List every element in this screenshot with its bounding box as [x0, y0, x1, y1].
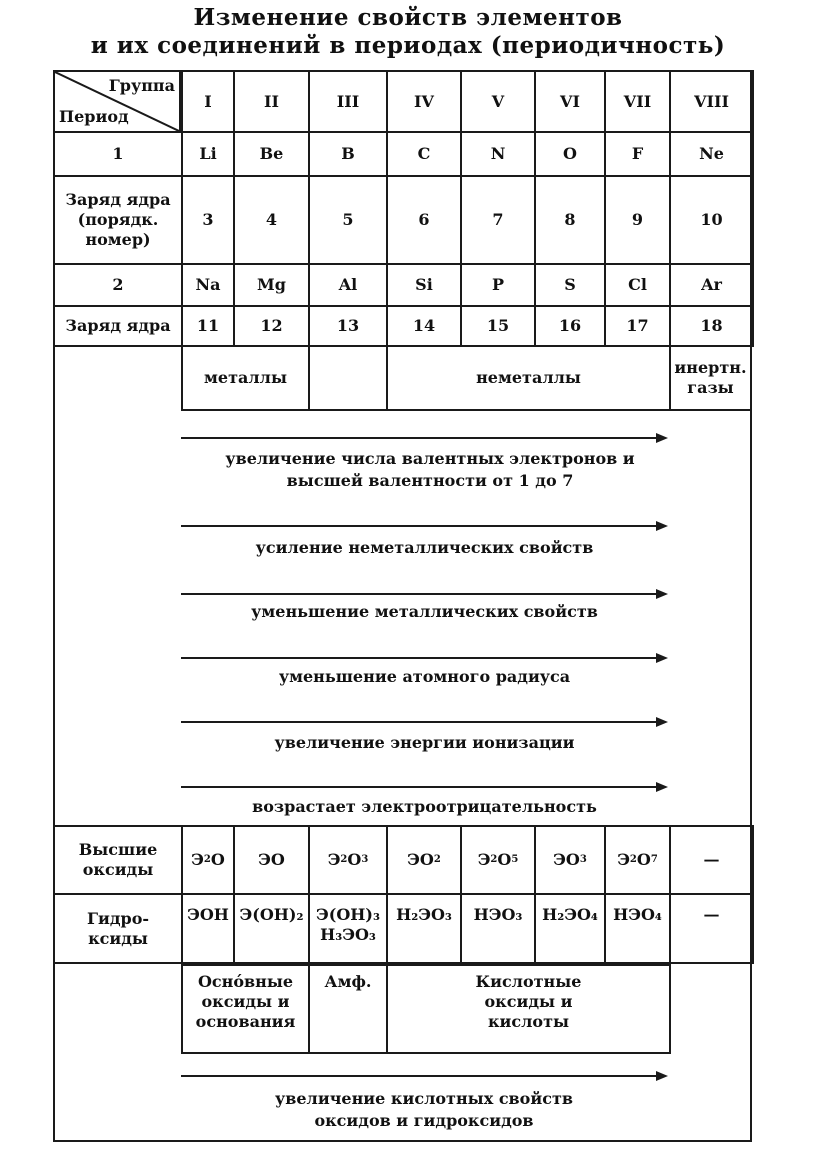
hydroxide-cell-5: HЭО₃ [460, 893, 536, 964]
trend-arrow-3 [181, 587, 668, 601]
row2-cell-4: Si [386, 263, 462, 307]
row2-cell-2: Mg [233, 263, 310, 307]
row1-cell-8: Ne [669, 131, 754, 177]
hydroxides-label: Гидро- ксиды [53, 893, 183, 964]
charge1-cell-6: 8 [534, 175, 606, 265]
nonmetals-cell: неметаллы [386, 345, 671, 411]
page-title: Изменение свойств элементов и их соединений в периодах (периодичность) [90, 4, 726, 59]
charge1-label: Заряд ядра (порядк. номер) [53, 175, 183, 265]
trend-text-5: увеличение энергии ионизации [274, 733, 575, 752]
group-header-1: I [181, 70, 235, 133]
amph-class-cell: Амф. [308, 964, 388, 1054]
hydroxide-cell-3: Э(ОН)₃ H₃ЭО₃ [308, 893, 388, 964]
period-label: Период [59, 107, 129, 126]
trend-text-2: усиление неметаллических свойств [255, 538, 594, 557]
row2-cell-8: Ar [669, 263, 754, 307]
hydroxide-cell-1: ЭОН [181, 893, 235, 964]
oxide-cell-1: Э 2 О [181, 825, 235, 895]
header-corner [53, 70, 181, 133]
oxide-cell-2: ЭО [233, 825, 310, 895]
charge2-cell-3: 13 [308, 305, 388, 347]
row1-cell-7: F [604, 131, 671, 177]
charge2-cell-8: 18 [669, 305, 754, 347]
group-header-5: V [460, 70, 536, 133]
charge1-cell-2: 4 [233, 175, 310, 265]
row2-cell-7: Cl [604, 263, 671, 307]
charge2-label: Заряд ядра [53, 305, 183, 347]
oxide-cell-3: Э 2 О 3 [308, 825, 388, 895]
charge1-cell-1: 3 [181, 175, 235, 265]
group-header-2: II [233, 70, 310, 133]
row1-cell-6: O [534, 131, 606, 177]
row2-cell-5: P [460, 263, 536, 307]
inert-cell: инертн. газы [669, 345, 752, 411]
charge1-cell-8: 10 [669, 175, 754, 265]
row2-cell-6: S [534, 263, 606, 307]
trend-arrow-1 [181, 431, 668, 445]
trend-text-4: уменьшение атомного радиуса [278, 667, 571, 686]
trend-arrow-5 [181, 715, 668, 729]
oxides-label: Высшие оксиды [53, 825, 183, 895]
group-header-7: VII [604, 70, 671, 133]
hydroxide-cell-2: Э(ОН)₂ [233, 893, 310, 964]
group-header-6: VI [534, 70, 606, 133]
hydroxide-cell-6: H₂ЭО₄ [534, 893, 606, 964]
charge1-cell-5: 7 [460, 175, 536, 265]
group-header-3: III [308, 70, 388, 133]
hydroxide-cell-7: HЭО₄ [604, 893, 671, 964]
final-trend-arrow [181, 1069, 668, 1083]
row1-cell-2: Be [233, 131, 310, 177]
final-trend-text: увеличение кислотных свойств оксидов и гидроксидов [275, 1089, 573, 1130]
basic-class-cell: Осно́вные оксиды и основания [181, 964, 310, 1054]
row1-cell-1: Li [181, 131, 235, 177]
charge2-cell-4: 14 [386, 305, 462, 347]
row1-label: 1 [53, 131, 183, 177]
metals-cell: металлы [181, 345, 310, 411]
charge1-cell-7: 9 [604, 175, 671, 265]
trend-text-6: возрастает электроотрицательность [252, 797, 597, 816]
row2-cell-3: Al [308, 263, 388, 307]
charge2-cell-6: 16 [534, 305, 606, 347]
trend-arrow-2 [181, 519, 668, 533]
oxide-cell-7: Э 2 О 7 [604, 825, 671, 895]
hydroxide-cell-8: — [669, 893, 754, 964]
group-label: Группа [108, 76, 175, 95]
row1-cell-5: N [460, 131, 536, 177]
row1-cell-4: C [386, 131, 462, 177]
charge2-cell-7: 17 [604, 305, 671, 347]
oxide-cell-5: Э 2 О 5 [460, 825, 536, 895]
charge1-cell-3: 5 [308, 175, 388, 265]
blank-type-cell [308, 345, 388, 411]
acidic-class-cell: Кислотные оксиды и кислоты [386, 964, 671, 1054]
trend-arrow-4 [181, 651, 668, 665]
trend-text-1: увеличение числа валентных электронов и высшей валентности от 1 до 7 [225, 449, 635, 490]
oxide-cell-8: — [669, 825, 754, 895]
group-header-4: IV [386, 70, 462, 133]
row1-cell-3: B [308, 131, 388, 177]
row2-label: 2 [53, 263, 183, 307]
row2-cell-1: Na [181, 263, 235, 307]
oxide-cell-4: ЭО 2 [386, 825, 462, 895]
group-header-8: VIII [669, 70, 754, 133]
charge2-cell-1: 11 [181, 305, 235, 347]
hydroxide-cell-4: H₂ЭО₃ [386, 893, 462, 964]
charge2-cell-2: 12 [233, 305, 310, 347]
oxide-cell-6: ЭО 3 [534, 825, 606, 895]
charge2-cell-5: 15 [460, 305, 536, 347]
charge1-cell-4: 6 [386, 175, 462, 265]
trend-text-3: уменьшение металлических свойств [251, 602, 598, 621]
trend-arrow-6 [181, 780, 668, 794]
